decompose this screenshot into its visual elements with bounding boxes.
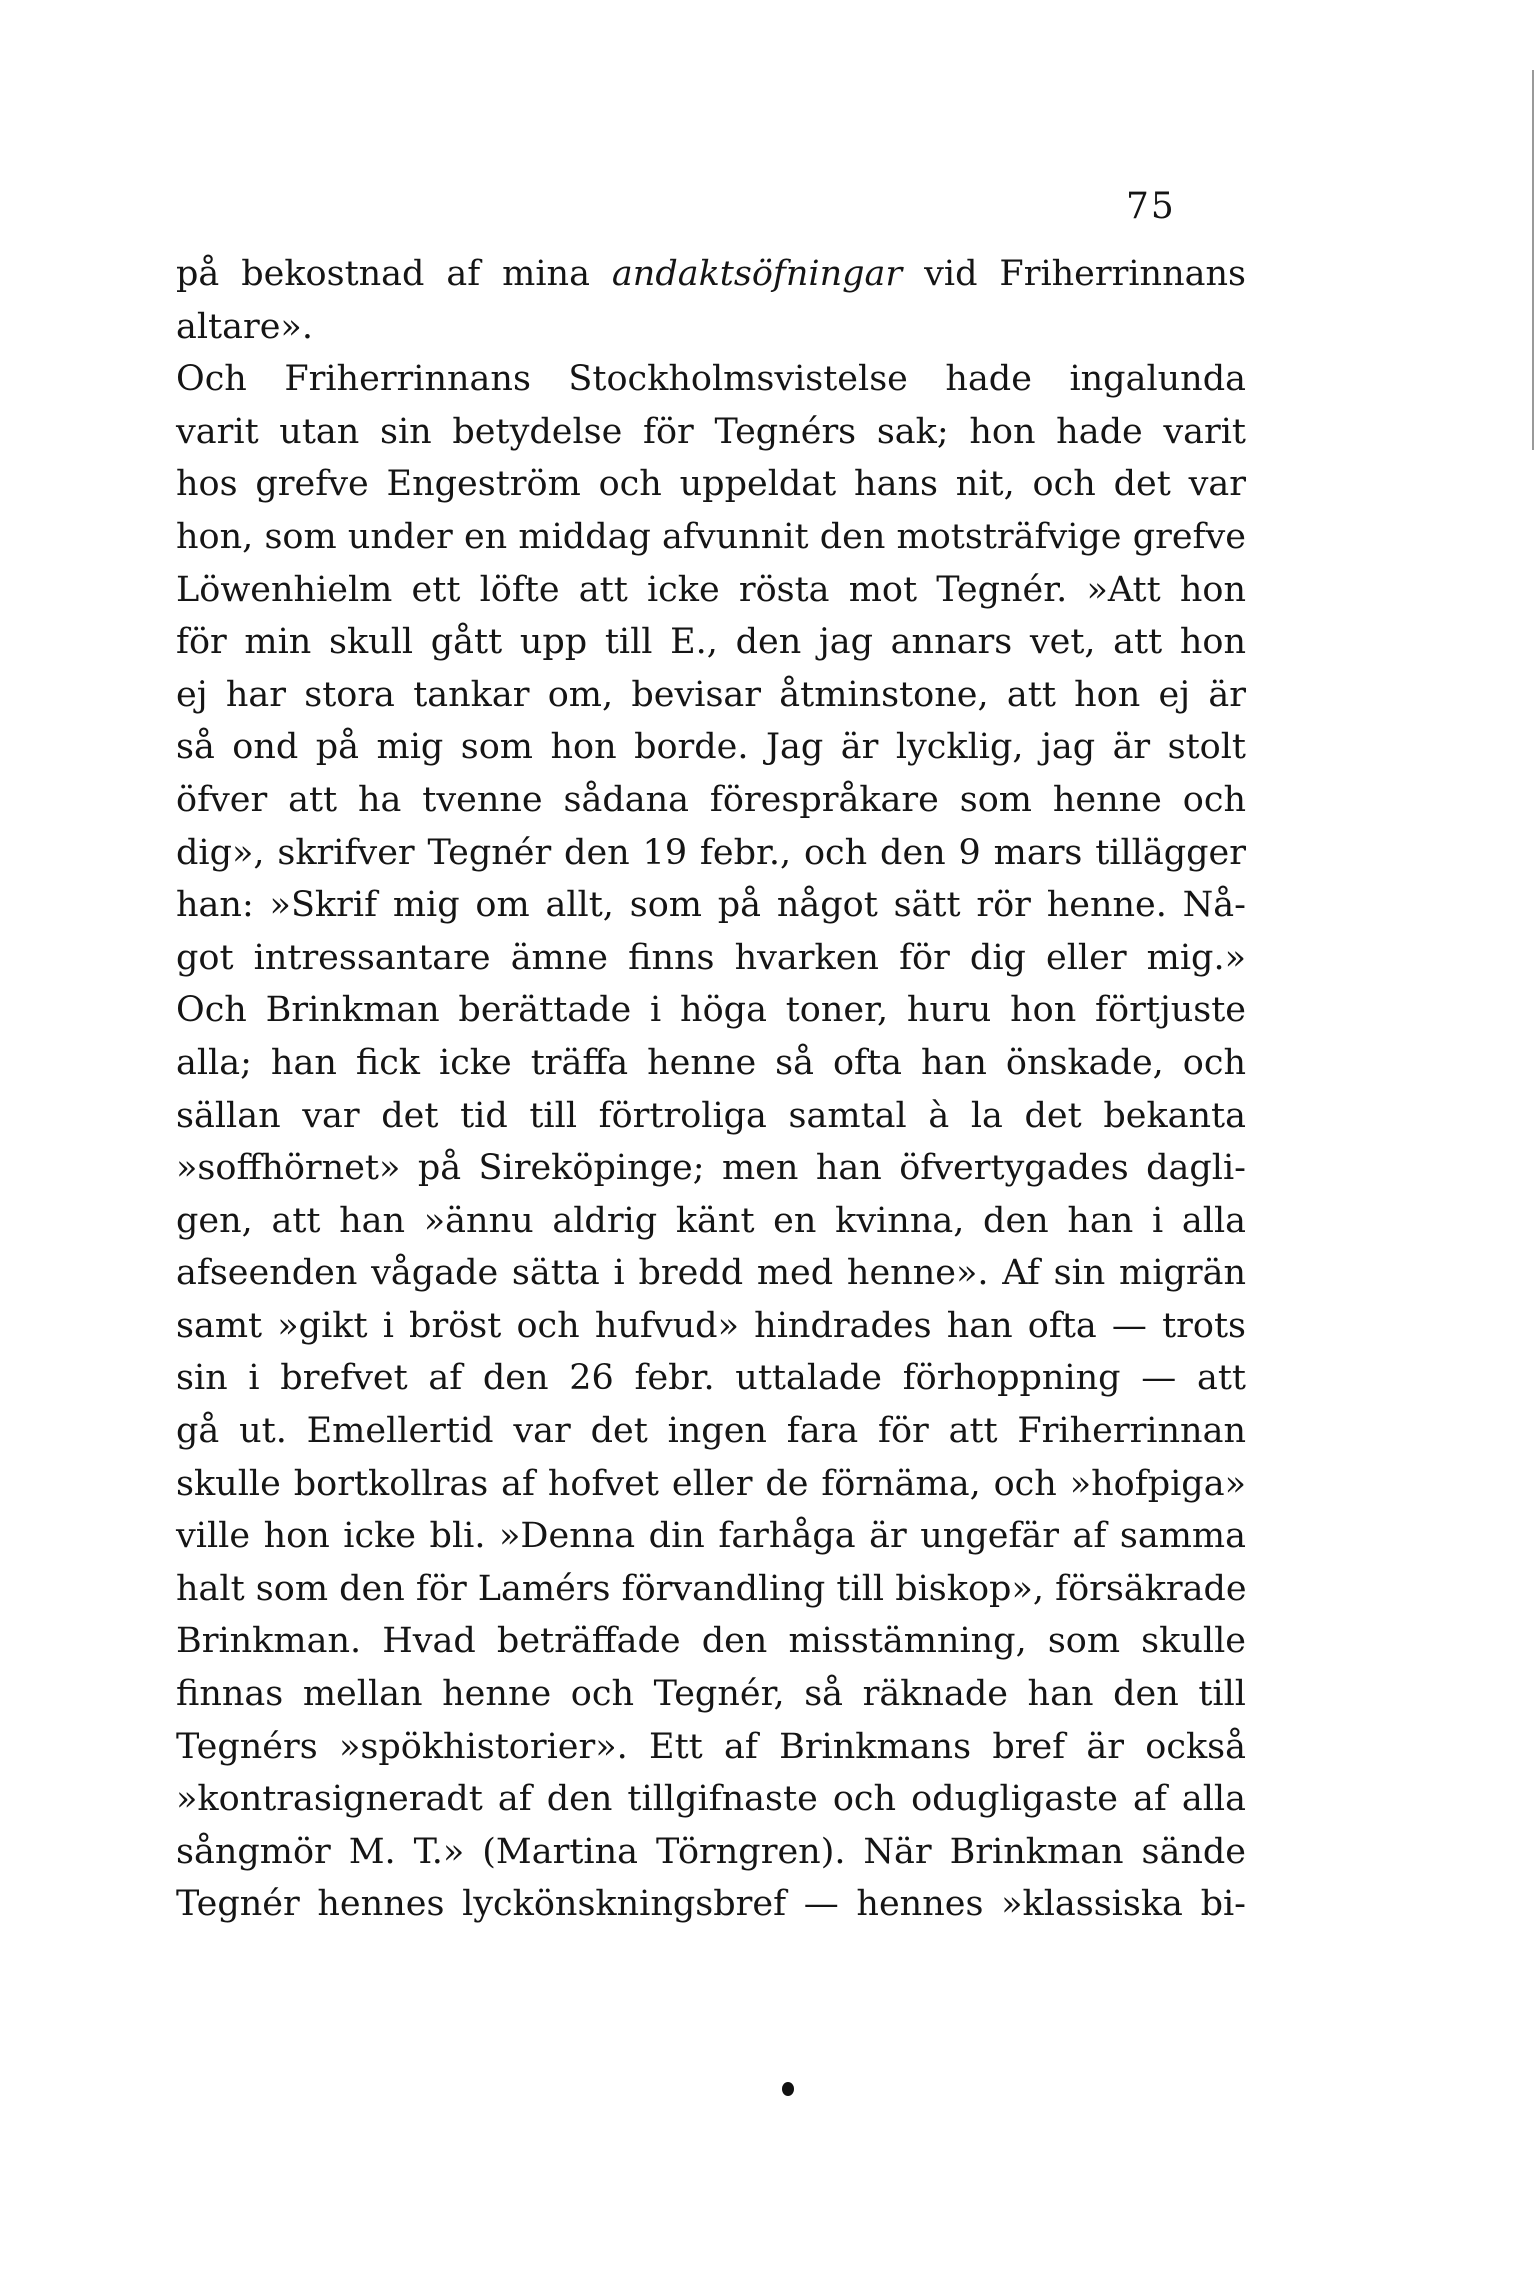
page-number: 75 (1126, 186, 1176, 227)
text-line: Och Brinkman berättade i höga toner, huru hon förtjuste (176, 990, 1246, 1031)
text-line: skulle bortkollras af hofvet eller de förnäma, och »hofpiga» (176, 1463, 1246, 1504)
ink-speck (782, 2082, 794, 2096)
text-line: varit utan sin betydelse för Tegnérs sak; hon hade varit (176, 411, 1246, 452)
text-line: got intressantare ämne finns hvarken för dig eller mig.» (176, 937, 1246, 978)
text-line: gå ut. Emellertid var det ingen fara för att Friherrinnan (176, 1411, 1246, 1452)
text-line: dig», skrifver Tegnér den 19 febr., och den 9 mars tillägger (176, 832, 1246, 873)
text-line: finnas mellan henne och Tegnér, så räknade han den till (176, 1674, 1246, 1715)
text-line: Och Friherrinnans Stockholmsvistelse hade ingalunda (176, 359, 1246, 400)
text-line: för min skull gått upp till E., den jag annars vet, att hon (176, 622, 1246, 663)
text-line: hos grefve Engeström och uppeldat hans nit, och det var (176, 464, 1246, 505)
text-line: hon, som under en middag afvunnit den motsträfvige grefve (176, 516, 1246, 557)
text-line: altare». (176, 306, 313, 347)
text-line: Löwenhielm ett löfte att icke rösta mot Tegnér. »Att hon (176, 569, 1246, 610)
text-line: sin i brefvet af den 26 febr. uttalade förhoppning — att (176, 1358, 1246, 1399)
text-line: han: »Skrif mig om allt, som på något sätt rör henne. Nå- (176, 885, 1246, 926)
text-line: »kontrasigneradt af den tillgifnaste och odugligaste af alla (176, 1779, 1246, 1820)
text-line: ej har stora tankar om, bevisar åtminstone, att hon ej är (176, 674, 1246, 715)
text-line: samt »gikt i bröst och hufvud» hindrades han ofta — trots (176, 1305, 1246, 1346)
text-line: Tegnérs »spökhistorier». Ett af Brinkmans bref är också (176, 1726, 1246, 1767)
text-line: på bekostnad af mina andaktsöfningar vid Friherrinnans (176, 254, 1246, 294)
text-line: »soffhörnet» på Sireköpinge; men han öfvertygades dagli- (176, 1148, 1246, 1189)
text-line: sällan var det tid till förtroliga samtal à la det bekanta (176, 1095, 1246, 1136)
text-line: afseenden vågade sätta i bredd med henne». Af sin migrän (176, 1253, 1246, 1294)
scan-edge-rule (1532, 70, 1534, 450)
text-line: alla; han fick icke träffa henne så ofta han önskade, och (176, 1042, 1246, 1083)
text-line: Tegnér hennes lyckönskningsbref — hennes »klassiska bi- (176, 1884, 1246, 1925)
body-text (176, 248, 1246, 1931)
text-line: ville hon icke bli. »Denna din farhåga är ungefär af samma (176, 1516, 1246, 1557)
text-line: halt som den för Lamérs förvandling till biskop», försäkrade (176, 1568, 1247, 1609)
text-line: så ond på mig som hon borde. Jag är lycklig, jag är stolt (176, 727, 1246, 768)
text-line: sångmör M. T.» (Martina Törngren). När Brinkman sände (176, 1831, 1246, 1872)
text-line: öfver att ha tvenne sådana förespråkare som henne och (176, 779, 1246, 820)
text-line: gen, att han »ännu aldrig känt en kvinna, den han i alla (176, 1200, 1246, 1241)
text-line: Brinkman. Hvad beträffade den misstämning, som skulle (176, 1621, 1246, 1662)
